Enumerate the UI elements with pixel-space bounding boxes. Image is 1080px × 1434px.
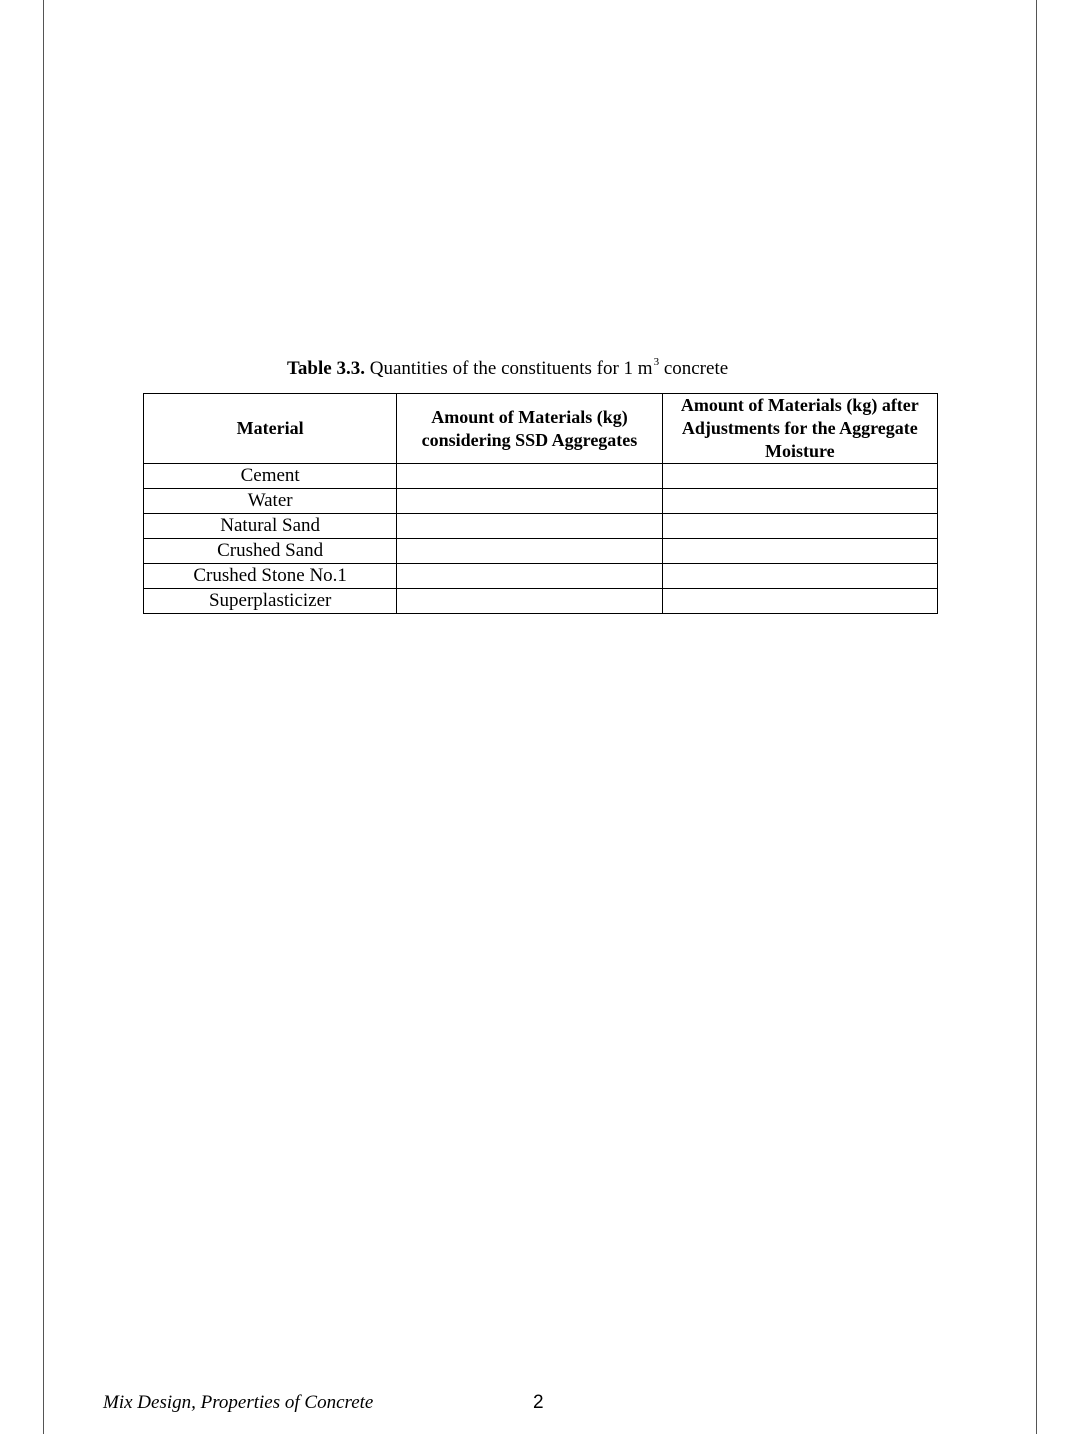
table-header-row (144, 394, 938, 464)
adjusted-amount-cell (662, 539, 937, 564)
table-row (144, 539, 938, 564)
material-cell: Cement (144, 464, 397, 489)
header-adjusted-amount-text: Amount of Materials (kg) after Adjustments for the Aggregate Moisture (680, 395, 919, 461)
quantities-table (143, 393, 938, 614)
material-cell: Crushed Sand (144, 539, 397, 564)
table-row (144, 514, 938, 539)
table-caption-superscript: 3 (653, 356, 660, 368)
page-border-left (43, 0, 44, 1434)
ssd-amount-cell (397, 589, 662, 614)
table-caption-label: Table 3.3. (287, 358, 365, 379)
table-caption-text: Quantities of the constituents for 1 m (364, 358, 653, 379)
material-cell: Crushed Stone No.1 (144, 564, 397, 589)
header-ssd-amount-text: Amount of Materials (kg) considering SSD Aggregates (421, 406, 638, 450)
material-cell: Natural Sand (144, 514, 397, 539)
ssd-amount-cell (397, 464, 662, 489)
table-row (144, 564, 938, 589)
adjusted-amount-cell (662, 489, 937, 514)
header-material: Material (144, 394, 397, 464)
table-row (144, 464, 938, 489)
table-row (144, 589, 938, 614)
adjusted-amount-cell (662, 514, 937, 539)
header-adjusted-amount (662, 394, 937, 464)
ssd-amount-cell (397, 514, 662, 539)
footer-title: Mix Design, Properties of Concrete (103, 1392, 374, 1413)
page-border-right (1036, 0, 1037, 1434)
header-ssd-amount (397, 394, 662, 464)
adjusted-amount-cell (662, 564, 937, 589)
ssd-amount-cell (397, 564, 662, 589)
material-cell: Water (144, 489, 397, 514)
table-row (144, 489, 938, 514)
ssd-amount-cell (397, 489, 662, 514)
ssd-amount-cell (397, 539, 662, 564)
adjusted-amount-cell (662, 464, 937, 489)
adjusted-amount-cell (662, 589, 937, 614)
material-cell: Superplasticizer (144, 589, 397, 614)
table-caption-text-end: concrete (659, 358, 729, 379)
page-number: 2 (533, 1392, 544, 1413)
